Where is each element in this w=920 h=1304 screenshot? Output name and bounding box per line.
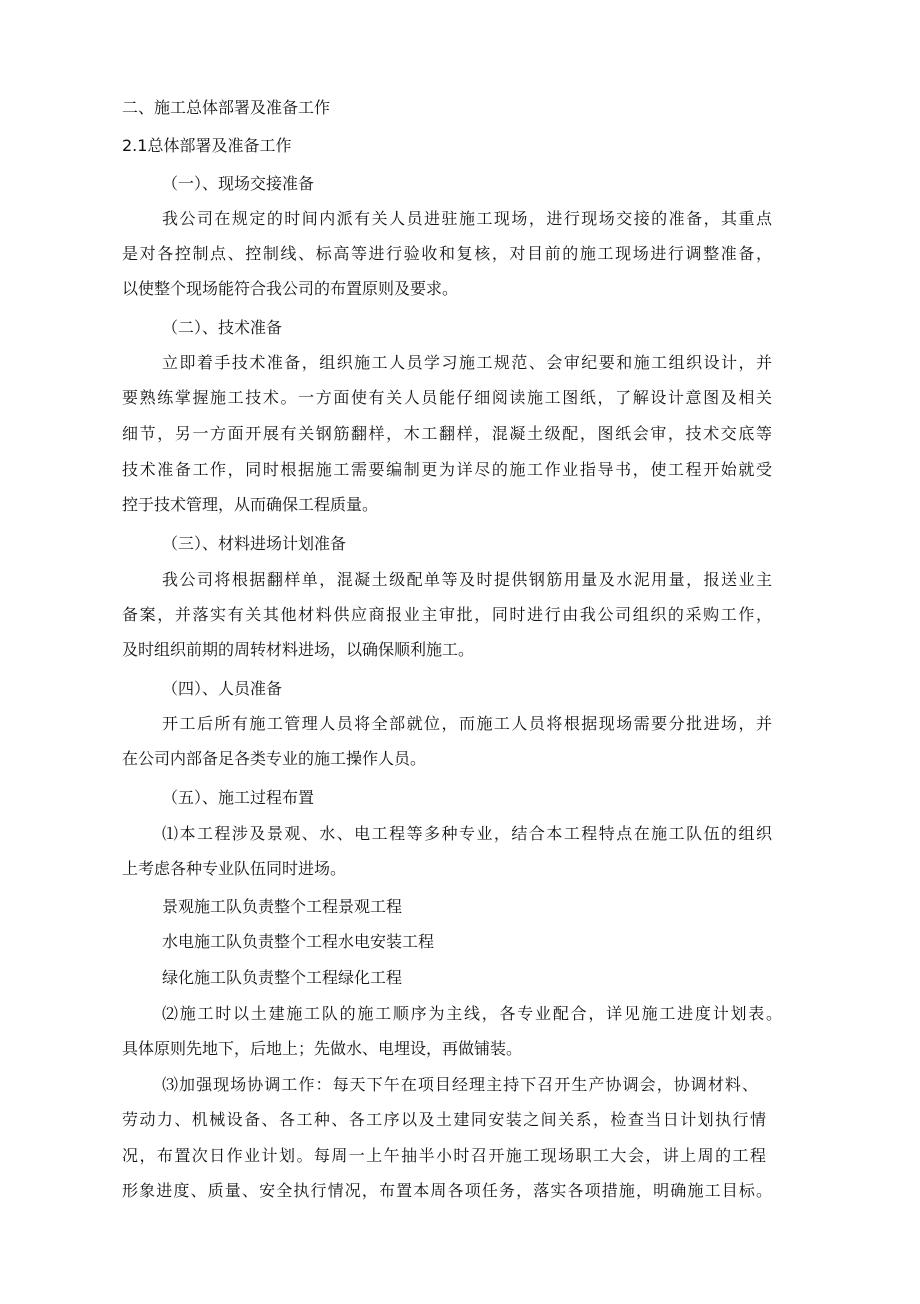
paragraph-line: ⑴本工程涉及景观、水、电工程等多种专业，结合本工程特点在施工队伍的组织 (162, 824, 772, 843)
paragraph-line: ⑶加强现场协调工作：每天下午在项目经理主持下召开生产协调会，协调材料、 (162, 1075, 758, 1094)
paragraph-line: 技术准备工作，同时根据施工需要编制更为详尽的施工作业指导书，使工程开始就受 (122, 460, 772, 479)
paragraph-line: 及时组织前期的周转材料进场，以确保顺利施工。 (122, 640, 475, 659)
paragraph-line: 形象进度、质量、安全执行情况，布置本周各项任务，落实各项措施，明确施工目标。 (122, 1181, 772, 1200)
paragraph-line: 备案，并落实有关其他材料供应商报业主审批，同时进行由我公司组织的采购工作， (122, 605, 772, 624)
paragraph-line: 以使整个现场能符合我公司的布置原则及要求。 (122, 279, 459, 298)
paragraph-line: 是对各控制点、控制线、标高等进行验收和复核，对目前的施工现场进行调整准备， (122, 244, 772, 263)
paragraph-line: 劳动力、机械设备、各工种、各工序以及土建同安装之间关系，检查当日计划执行情 (122, 1110, 766, 1129)
section-heading: 二、施工总体部署及准备工作 (122, 98, 331, 117)
team-item-landscape: 景观施工队负责整个工程景观工程 (162, 897, 403, 916)
subsection-heading: 2.1总体部署及准备工作 (122, 136, 292, 155)
paragraph-line: 上考虑各种专业队伍同时进场。 (122, 859, 347, 878)
paragraph-line: 控于技术管理，从而确保工程质量。 (122, 495, 379, 514)
paragraph-line: 具体原则先地下，后地上；先做水、电埋设，再做铺装。 (122, 1039, 523, 1058)
paragraph-line: 开工后所有施工管理人员将全部就位，而施工人员将根据现场需要分批进场，并 (162, 714, 772, 733)
paragraph-line: 在公司内部备足各类专业的施工操作人员。 (122, 749, 427, 768)
team-item-greening: 绿化施工队负责整个工程绿化工程 (162, 968, 403, 987)
section-title-personnel: （四）、人员准备 (162, 679, 283, 698)
section-title-construction-process: （五）、施工过程布置 (162, 788, 315, 807)
paragraph-line: 立即着手技术准备，组织施工人员学习施工规范、会审纪要和施工组织设计，并 (162, 353, 772, 372)
section-title-site-handover: （一）、现场交接准备 (162, 174, 315, 193)
paragraph-line: 我公司在规定的时间内派有关人员进驻施工现场，进行现场交接的准备，其重点 (162, 209, 772, 228)
paragraph-line: 要熟练掌握施工技术。一方面使有关人员能仔细阅读施工图纸，了解设计意图及相关 (122, 388, 772, 407)
section-title-materials: （三）、材料进场计划准备 (162, 534, 347, 553)
paragraph-line: ⑵施工时以土建施工队的施工顺序为主线，各专业配合，详见施工进度计划表。 (162, 1004, 782, 1023)
paragraph-line: 况，布置次日作业计划。每周一上午抽半小时召开施工现场职工大会，讲上周的工程 (122, 1146, 766, 1165)
section-title-technical: （二）、技术准备 (162, 318, 283, 337)
team-item-water-electric: 水电施工队负责整个工程水电安装工程 (162, 932, 435, 951)
paragraph-line: 细节，另一方面开展有关钢筋翻样，木工翻样，混凝土级配，图纸会审，技术交底等 (122, 424, 772, 443)
paragraph-line: 我公司将根据翻样单，混凝土级配单等及时提供钢筋用量及水泥用量，报送业主 (162, 570, 772, 589)
